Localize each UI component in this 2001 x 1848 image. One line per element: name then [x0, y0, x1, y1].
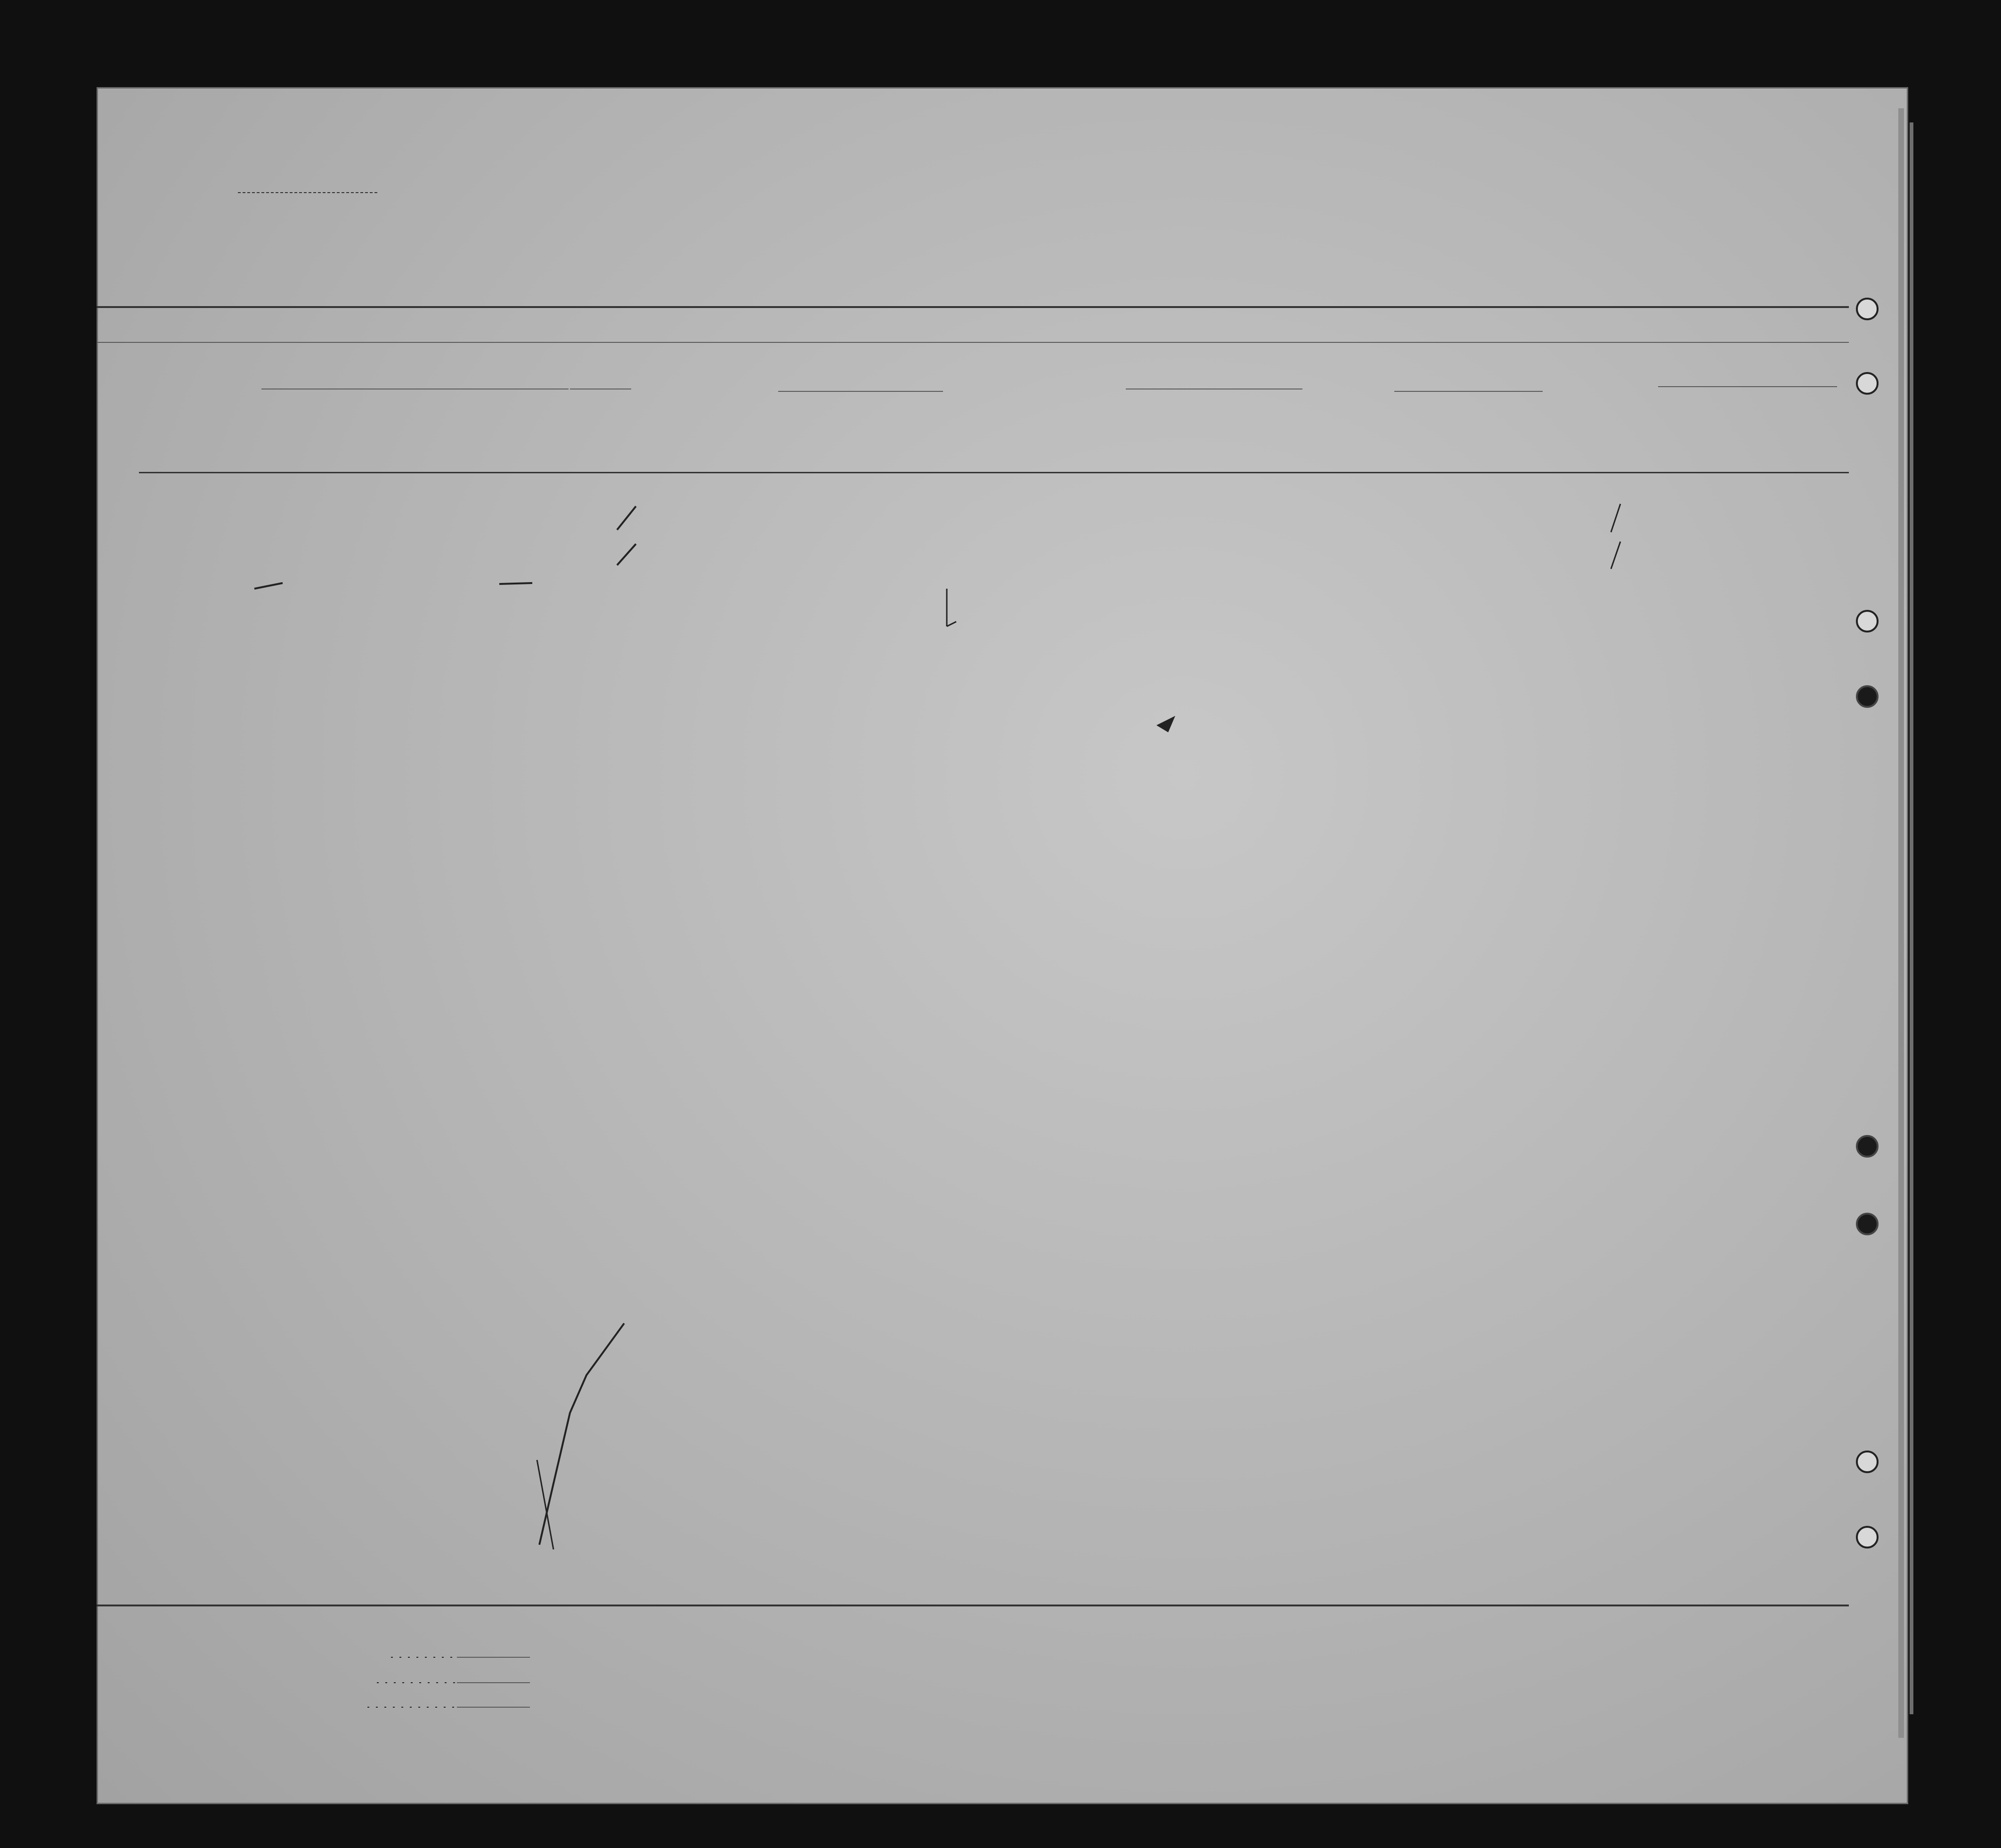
total-passengers-dots: [391, 1657, 457, 1658]
us-citizens-dots: [377, 1682, 457, 1683]
binding-hole: [1856, 1451, 1879, 1473]
binding-hole: [1856, 1526, 1879, 1548]
binding-hole: [1856, 685, 1879, 708]
binding-hole: [1856, 372, 1879, 395]
binding-hole: [1856, 610, 1879, 632]
binding-hole: [1856, 298, 1879, 320]
binding-hole: [1856, 1135, 1879, 1158]
aliens-dots: [367, 1707, 457, 1708]
total-passengers-line: [457, 1657, 530, 1658]
binding-hole: [1856, 1213, 1879, 1235]
aliens-line: [457, 1707, 530, 1708]
us-citizens-line: [457, 1682, 530, 1683]
